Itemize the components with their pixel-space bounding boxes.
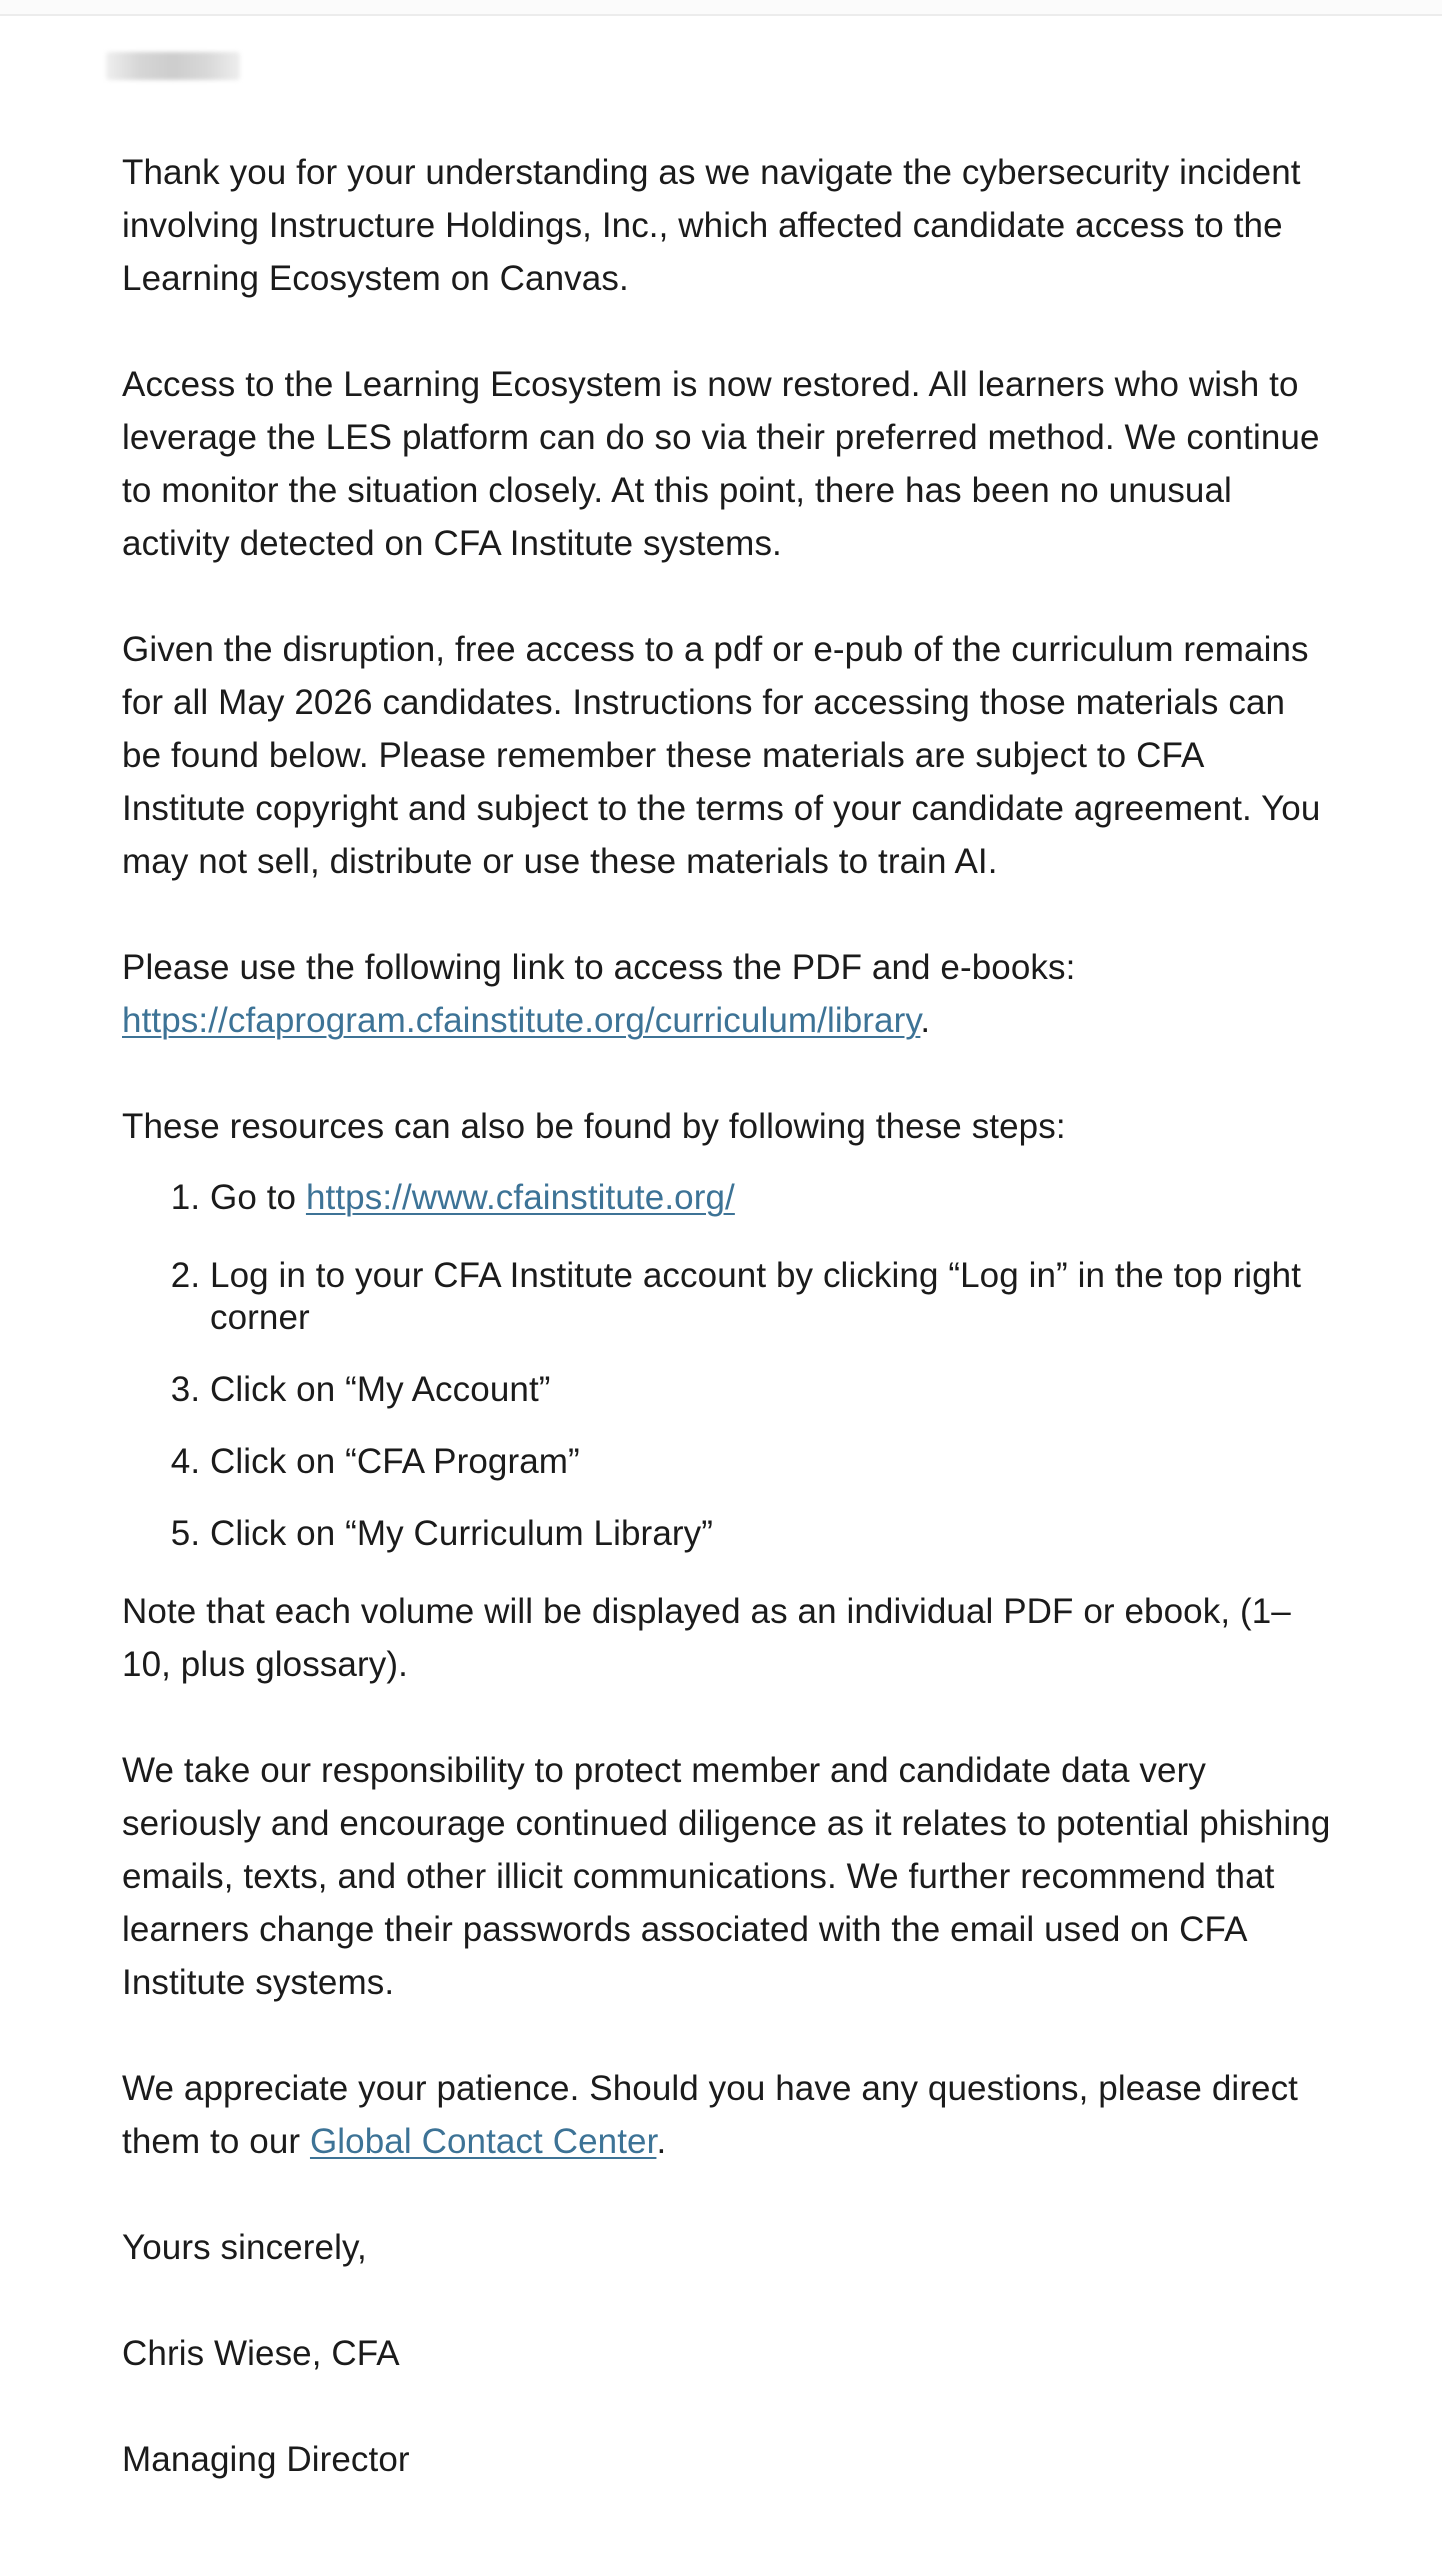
redacted-sender xyxy=(106,52,240,80)
step-1-prefix: Go to xyxy=(210,1178,306,1217)
step-item-5: 5. Click on “My Curriculum Library” xyxy=(210,1513,1332,1555)
step-item-1 xyxy=(210,1177,1332,1219)
step-item-2: 2. Log in to your CFA Institute account by clicking “Log in” in the top right corner xyxy=(210,1255,1332,1339)
library-link-suffix: . xyxy=(920,1001,931,1040)
step-item-4: 4. Click on “CFA Program” xyxy=(210,1441,1332,1483)
contact-suffix: . xyxy=(656,2122,667,2161)
paragraph-contact xyxy=(122,2062,1332,2168)
library-link-prefix: Please use the following link to access the PDF and e-books: xyxy=(122,948,1076,987)
paragraph-free-access: Given the disruption, free access to a pdf or e-pub of the curriculum remains for all May 2026 candidates. Instructions for accessing those materials can be found below. Please remember these materials are subject to CFA Institute copyright and subject to the terms of your candidate agreement. You may not sell, distribute or use these materials to train AI. xyxy=(122,630,1321,881)
step-item-3: 3. Click on “My Account” xyxy=(210,1369,1332,1411)
signature-title: Managing Director xyxy=(122,2440,410,2479)
paragraph-responsibility: We take our responsibility to protect member and candidate data very seriously and encourage continued diligence as it relates to potential phishing emails, texts, and other illicit communications. We further recommend that learners change their passwords associated with the email used on CFA Institute systems. xyxy=(122,1751,1331,2002)
paragraph-steps-intro: These resources can also be found by following these steps: xyxy=(122,1107,1066,1146)
contact-prefix: We appreciate your patience. Should you have any questions, please direct them to our xyxy=(122,2069,1299,2161)
closing-text: Yours sincerely, xyxy=(122,2228,367,2267)
paragraph-access-restored: Access to the Learning Ecosystem is now restored. All learners who wish to leverage the LES platform can do so via their preferred method. We continue to monitor the situation closely. At this point, there has been no unusual activity detected on CFA Institute systems. xyxy=(122,365,1320,563)
cfainstitute-link[interactable]: https://www.cfainstitute.org/ xyxy=(305,1178,735,1217)
global-contact-center-link[interactable]: Global Contact Center xyxy=(309,2122,657,2161)
signature-name: Chris Wiese, CFA xyxy=(122,2334,400,2373)
curriculum-library-link[interactable]: https://cfaprogram.cfainstitute.org/curriculum/library xyxy=(122,1001,921,1040)
paragraph-library-link xyxy=(122,941,1332,1047)
window-top-border xyxy=(0,0,1442,16)
paragraph-volume-note: Note that each volume will be displayed as an individual PDF or ebook, (1–10, plus glossary). xyxy=(122,1592,1291,1684)
paragraph-incident: Thank you for your understanding as we navigate the cybersecurity incident involving Instructure Holdings, Inc., which affected candidate access to the Learning Ecosystem on Canvas. xyxy=(122,153,1301,298)
steps-list xyxy=(122,1177,1332,1555)
email-body xyxy=(122,146,1332,2539)
